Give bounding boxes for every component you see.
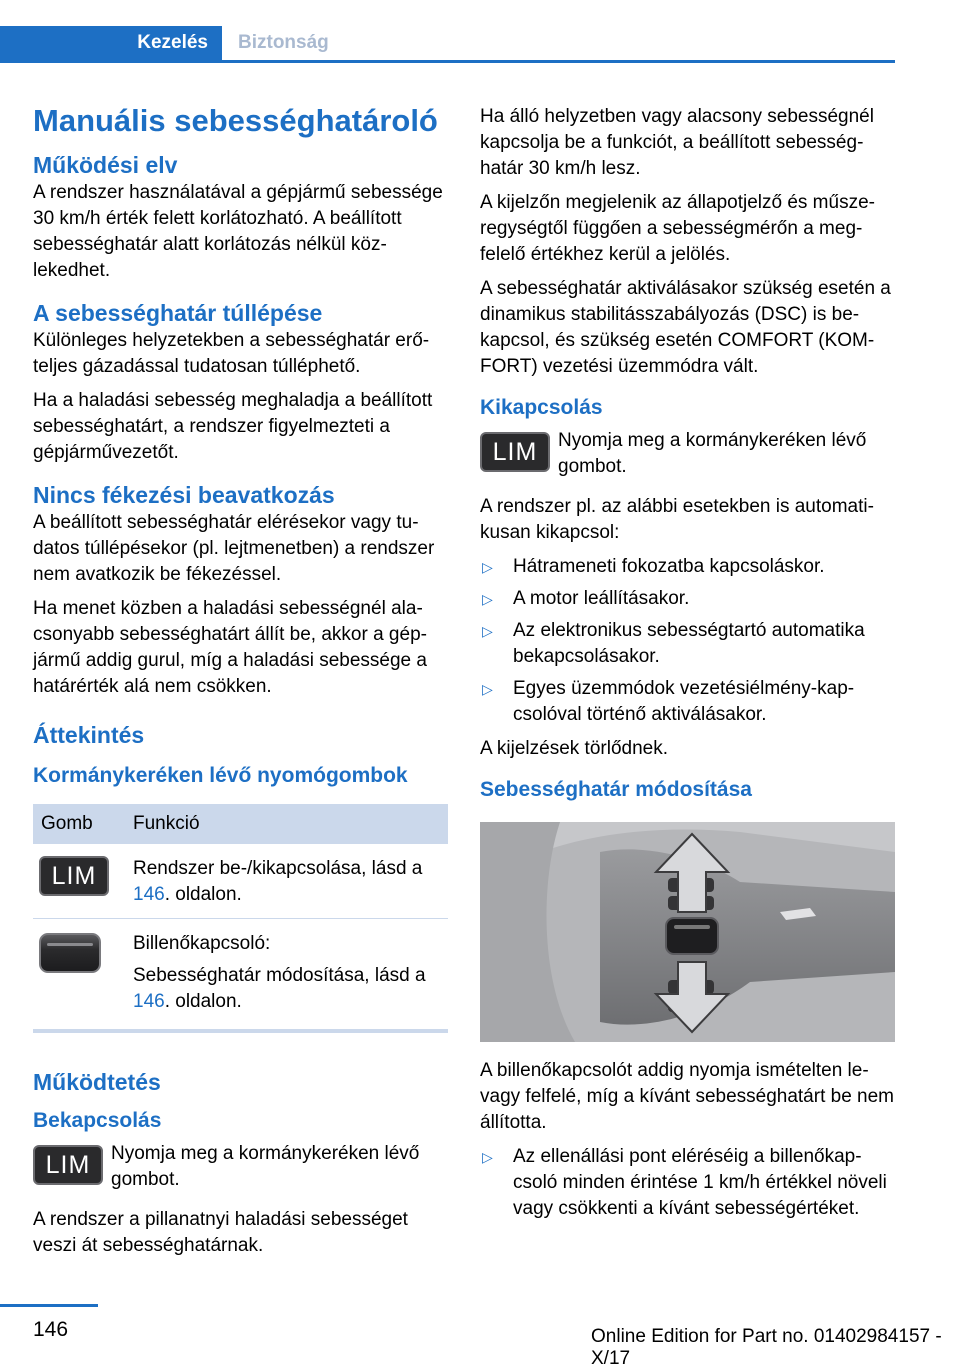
section-heading-tullepes: A sebességhatár túllépése <box>33 300 323 326</box>
row2-text: Sebességhatár módosítása, lásd a <box>133 965 426 986</box>
table-cell-icon <box>33 844 125 919</box>
list-item-text: Az ellenállási pont eléréséig a billenőkapcsoló minden érintése 1 km/h értékkel növeli vagy csökkenti a kívánt sebességértéket. <box>513 1146 887 1219</box>
subheading-modositas: Sebességhatár módosítása <box>480 778 752 801</box>
table-cell-function <box>125 919 448 1032</box>
triangle-bullet-icon: ▷ <box>482 681 493 697</box>
paragraph: Ha álló helyzetben vagy alacsony sebességnél kapcsolja be a funkciót, a beállított sebességhatár 30 km/h lesz. <box>480 106 874 179</box>
right-column <box>480 96 895 1230</box>
table-cell-icon <box>33 919 125 1032</box>
left-column <box>33 96 448 1267</box>
rocker-switch-icon <box>39 933 101 973</box>
subheading-bekapcsolas: Bekapcsolás <box>33 1109 162 1132</box>
subheading-kikapcsolas: Kikapcsolás <box>480 396 603 419</box>
paragraph: A rendszer a pillanatnyi haladási sebességet veszi át sebességhatárnak. <box>33 1209 408 1256</box>
list-item-text: A motor leállításakor. <box>513 588 690 609</box>
table-header-funkcio: Funkció <box>125 804 448 844</box>
paragraph: A beállított sebességhatár elérésekor vagy tudatos túllépésekor (pl. lejtmenetben) a rendszer nem avatkozik be fékezéssel. <box>33 512 435 585</box>
lim-button-icon: LIM <box>33 1145 103 1185</box>
paragraph: Ha menet közben a haladási sebességnél alacsonyabb sebességhatárt állít be, akkor a gépjármű addig gurul, míg a haladási sebessége a határérték alá nem csökken. <box>33 598 427 697</box>
list-item <box>480 618 895 670</box>
paragraph: A kijelzőn megjelenik az állapotjelző és műszeregységtől függően a sebességmérőn a megfelelő értékhez kerül a jelölés. <box>480 192 875 265</box>
list-item <box>480 554 895 580</box>
section-heading-mukodesi-elv: Működési elv <box>33 152 178 178</box>
paragraph: A sebességhatár aktiválásakor szükség esetén a dinamikus stabilitásszabályozás (DSC) is bekapcsol, és szükség esetén COMFORT (KOMFORT) vezetési üzemmódra vált. <box>480 278 891 377</box>
table-row <box>33 844 448 919</box>
list-item <box>480 586 895 612</box>
paragraph: A billenőkapcsolót addig nyomja ismételten le- vagy felfelé, míg a kívánt sebességhatárt be nem állította. <box>480 1060 895 1133</box>
section-heading-mukodtetes: Működtetés <box>33 1069 161 1095</box>
page-number: 146 <box>33 1318 69 1341</box>
bullet-list <box>480 554 895 728</box>
row1-text-end: . oldalon. <box>164 884 242 905</box>
button-function-table <box>33 804 448 1033</box>
paragraph: A rendszer használatával a gépjármű sebessége 30 km/h érték felett korlátozható. A beállított sebességhatár alatt korlátozás nélkül közlekedhet. <box>33 182 443 281</box>
paragraph: Különleges helyzetekben a sebességhatár erőteljes gázadással tudatosan túlléphető. <box>33 330 430 377</box>
row1-text: Rendszer be-/kikapcsolása, lásd a <box>133 858 423 879</box>
edition-note: Online Edition for Part no. 01402984157 - X/17 <box>591 1326 942 1369</box>
bullet-list <box>480 1144 895 1222</box>
lim-button-icon: LIM <box>39 856 109 896</box>
paragraph: A rendszer pl. az alábbi esetekben is automatikusan kikapcsol: <box>480 496 874 543</box>
section-heading-attekintes: Áttekintés <box>33 722 145 748</box>
triangle-bullet-icon: ▷ <box>482 623 493 639</box>
table-header-gomb: Gomb <box>33 804 125 844</box>
tab-kezeles[interactable]: Kezelés <box>0 26 222 60</box>
subheading-nyomogombok: Kormánykeréken lévő nyomógombok <box>33 764 408 787</box>
row2-label: Billenőkapcsoló: <box>133 933 271 954</box>
lim-instruction-text: Nyomja meg a kormánykeréken lévő gombot. <box>111 1143 420 1190</box>
list-item-text: Egyes üzemmódok vezetésiélmény-kapcsolóval történő aktiválásakor. <box>513 678 855 725</box>
tab-bar <box>0 26 895 63</box>
list-item <box>480 676 895 728</box>
section-heading-nincs-fekezes: Nincs fékezési beavatkozás <box>33 482 335 508</box>
row2-text-end: . oldalon. <box>164 991 242 1012</box>
lim-button-icon: LIM <box>480 432 550 472</box>
table-cell-function <box>125 844 448 919</box>
footer-rule <box>0 1304 98 1307</box>
steering-wheel-illustration <box>480 822 895 1042</box>
page-link-146[interactable]: 146 <box>133 991 165 1012</box>
paragraph: Ha a haladási sebesség meghaladja a beállított sebességhatárt, a rendszer figyelmezteti a gépjárművezetőt. <box>33 390 433 463</box>
page-link-146[interactable]: 146 <box>133 884 165 905</box>
list-item-text: Az elektronikus sebességtartó automatika bekapcsolásakor. <box>513 620 865 667</box>
paragraph: A kijelzések törlődnek. <box>480 738 668 759</box>
steering-wheel-image <box>480 822 895 1042</box>
lim-instruction <box>480 428 895 480</box>
page-title: Manuális sebességhatároló <box>33 103 438 138</box>
table-header-row <box>33 804 448 844</box>
tab-biztonsag[interactable]: Biztonság <box>238 32 329 53</box>
list-item-text: Hátrameneti fokozatba kapcsoláskor. <box>513 556 825 577</box>
lim-instruction-text: Nyomja meg a kormánykeréken lévő gombot. <box>558 430 867 477</box>
lim-instruction <box>33 1141 448 1193</box>
triangle-bullet-icon: ▷ <box>482 591 493 607</box>
triangle-bullet-icon: ▷ <box>482 559 493 575</box>
list-item <box>480 1144 895 1222</box>
table-row <box>33 919 448 1032</box>
triangle-bullet-icon: ▷ <box>482 1149 493 1165</box>
